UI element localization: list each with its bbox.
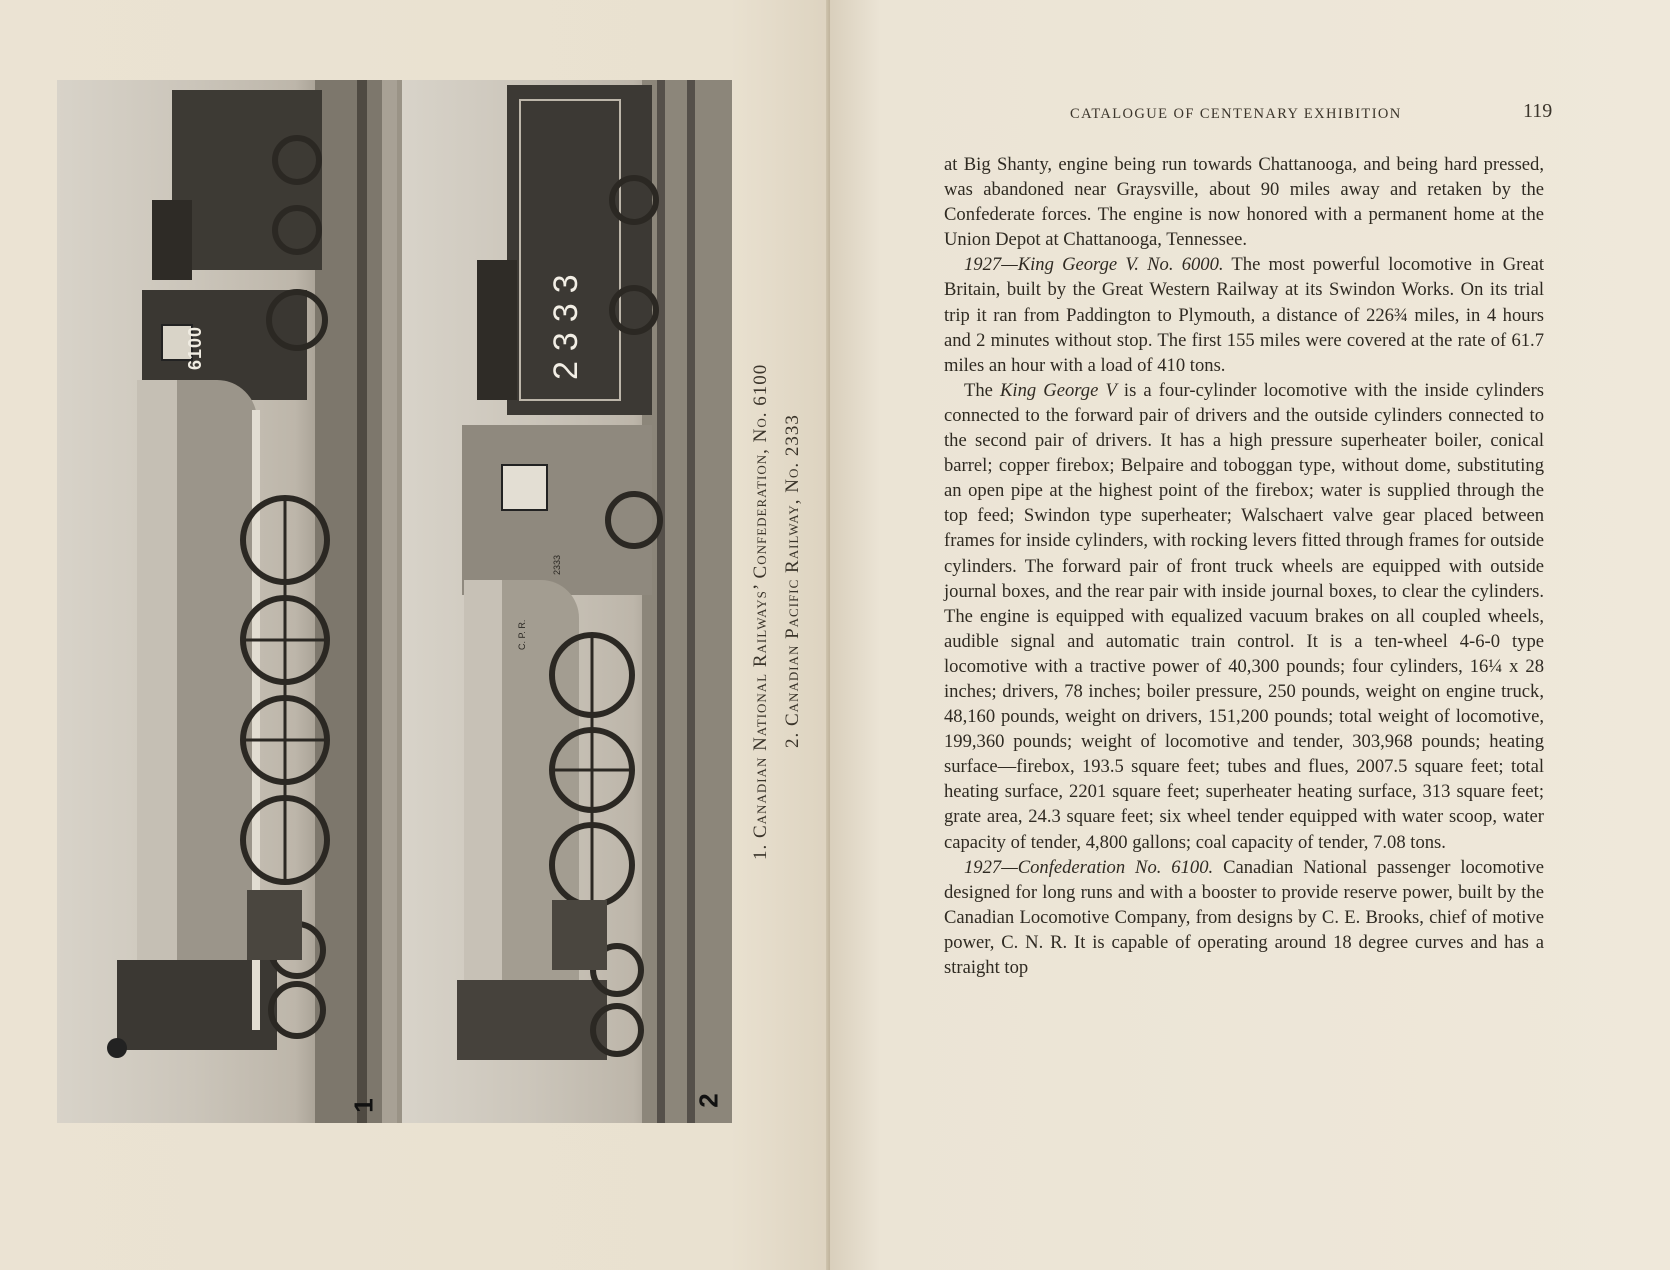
plate-number-1: 1 (348, 1098, 379, 1113)
photo-locomotive-2333 (402, 80, 732, 1123)
paragraph-3 (944, 378, 1544, 855)
paragraph-4-text: Canadian National passenger locomotive designed for long runs and with a booster to provide reserve power, built by the Canadian Locomotive Company, from designs by C. E. Brooks, chief of motive power, C. N. R. It is capable of operating around 18 degree curves and has a straight top (944, 856, 1544, 978)
paragraph-2 (944, 252, 1544, 377)
paragraph-3-pre: The (964, 379, 1001, 401)
locomotive-number-6100: 6100 (185, 325, 205, 370)
left-page (0, 0, 830, 1270)
caption-line-1: 1. Canadian National Railways’ Confederation, No. 6100 (750, 363, 771, 860)
body-text (944, 152, 1544, 980)
photo-locomotive-6100 (57, 80, 397, 1123)
paragraph-4 (944, 855, 1544, 980)
page-number: 119 (1523, 100, 1553, 122)
photo-plate (57, 80, 732, 1123)
paragraph-2-heading: 1927—King George V. No. 6000. (964, 254, 1224, 276)
paragraph-1: at Big Shanty, engine being run towards Chattanooga, and being hard pressed, was abandoned near Graysville, about 90 miles away and retaken by the Confederate forces. The engine is now honored with a permanent home at the Union Depot at Chattanooga, Tennessee. (944, 154, 1544, 251)
locomotive-2333-illustration (402, 80, 732, 1123)
running-head: CATALOGUE OF CENTENARY EXHIBITION (1070, 106, 1402, 122)
locomotive-6100-illustration (57, 80, 397, 1123)
paragraph-2-text: The most powerful locomotive in Great Britain, built by the Great Western Railway at its Swindon Works. On its trial trip it ran from Paddington to Plymouth, a distance of 226¾ miles, in 4 hours and 2 minutes without stop. The first 155 miles were covered at the rate of 61.7 miles an hour with a load of 410 tons. (944, 254, 1544, 376)
cab-lettering-cpr: C. P. R. (517, 619, 527, 650)
paragraph-3-text: is a four-cylinder locomotive with the inside cylinders connected to the forward pair of drivers and the outside cylinders connected to the second pair of drivers. It has a high pressure superheater boiler, conical barrel; copper firebox; Belpaire and toboggan type, without dome, substituting an open pipe at the highest point of the firebox; water is supplied through the top feed; Swindon type superheater; Walschaert valve gear placed between frames for inside cylinders, with rocking levers fitted through frames for outside cylinders. The forward pair of front truck wheels are equipped with outside journal boxes, and the rear pair with inside journal boxes, to clear the cylinders. The engine is equipped with equalized vacuum brakes on all coupled wheels, audible signal and automatic train control. It is a ten-wheel 4-6-0 type locomotive with a tractive power of 40,300 pounds; four cylinders, 16¼ x 28 inches; drivers, 78 inches; boiler pressure, 250 pounds, weight on engine truck, 48,160 pounds, weight on drivers, 151,200 pounds; total weight of locomotive, 199,360 pounds; weight of locomotive and tender, 303,968 pounds; heating surface—firebox, 193.5 square feet; tubes and flues, 2007.5 square feet; total heating surface, 2201 square feet; superheater heating surface, 313 square feet; grate area, 24.3 square feet; six wheel tender equipped with water scoop, water capacity of tender, 4,800 gallons; coal capacity of tender, 7.08 tons. (944, 379, 1544, 853)
paragraph-3-name: King George V (1000, 379, 1117, 401)
tender-number-2333: 2333 (547, 264, 585, 380)
caption-line-2: 2. Canadian Pacific Railway, No. 2333 (782, 414, 803, 748)
paragraph-4-heading: 1927—Confederation No. 6100. (964, 856, 1214, 878)
cab-number-2333: 2333 (552, 554, 562, 575)
plate-caption (748, 160, 812, 880)
plate-number-2: 2 (693, 1093, 724, 1108)
